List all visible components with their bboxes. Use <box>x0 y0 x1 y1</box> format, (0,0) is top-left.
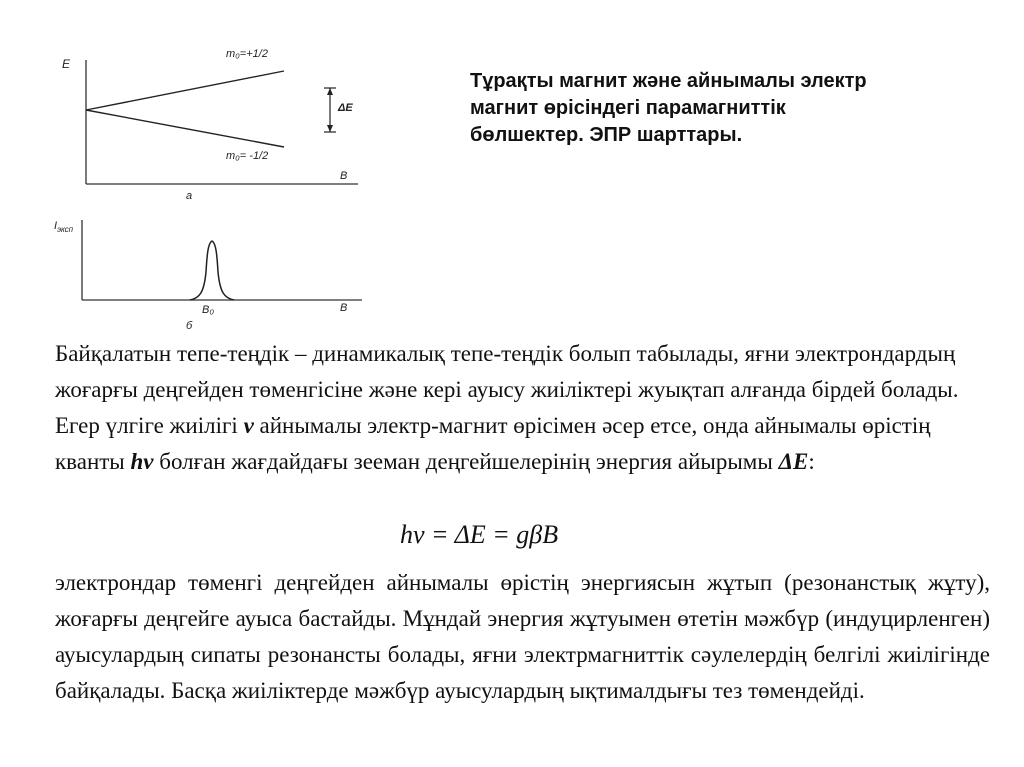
panel-b-x-label: B <box>340 302 348 314</box>
resonance-peak <box>190 241 234 300</box>
energy-gap-symbol: ΔE <box>778 449 809 474</box>
heading-line-1: Тұрақты магнит және айнымалы электр <box>470 70 867 92</box>
paragraph-absorption: электрондар төменгі деңгейден айнымалы өрістің энергиясын жұтып (резонанстық жұту), жоғарғы деңгейге ауыса бастайды. Мұндай энергия жұтуымен өтетін мәжбүр (индуцирленген) ауысулардың сипаты резонансты болады, яғни электрмагниттік сәулелердің белгілі жиілігінде байқалады. Басқа жиіліктерде мәжбүр ауысулардың ықтималдығы тез төмендейді. <box>55 570 990 703</box>
epr-diagram <box>40 40 380 340</box>
upper-level-label: m₀=+1/2 <box>226 48 268 60</box>
paragraph-equilibrium <box>55 336 985 480</box>
panel-a-caption: a <box>186 190 193 202</box>
upper-level-line <box>86 71 284 110</box>
slide-heading <box>470 68 930 149</box>
resonance-formula: hν = ΔE = gβB <box>400 520 559 549</box>
paragraph1-part1: Байқалатын тепе-теңдік – динамикалық тепе-теңдік болып табылады, яғни электрондардың жоғарғы деңгейден төменгісіне және кері ауысу жиіліктері жуықтап алғанда бірдей болады. Егер үлгіге жиілігі <box>55 341 959 438</box>
heading-line-3: бөлшектер. ЭПР шарттары. <box>470 124 743 146</box>
lower-level-label: m₀= -1/2 <box>226 150 269 162</box>
heading-line-2: магнит өрісіндегі парамагниттік <box>470 97 786 119</box>
epr-figure <box>40 40 380 340</box>
paragraph1-part2: айнымалы электр-магнит өрісімен әсер етсе, онда айнымалы өрістің кванты <box>55 413 931 474</box>
intensity-symbol: I <box>54 220 58 232</box>
paragraph1-part3: болған жағдайдағы зееман деңгейшелерінің энергия айырымы <box>159 449 773 474</box>
peak-field-label: B₀ <box>202 304 214 316</box>
lower-level-line <box>86 110 284 147</box>
panel-b-caption: б <box>186 320 193 332</box>
panel-b-y-label <box>54 220 73 234</box>
panel-a-x-label: B <box>340 170 348 182</box>
quantum-symbol: hν <box>130 449 154 474</box>
delta-e-label: ΔE <box>338 102 353 114</box>
panel-a-y-label: E <box>62 57 71 71</box>
paragraph1-tail: : <box>808 449 815 474</box>
frequency-symbol: ν <box>243 413 254 438</box>
intensity-subscript: эксп <box>57 225 74 235</box>
